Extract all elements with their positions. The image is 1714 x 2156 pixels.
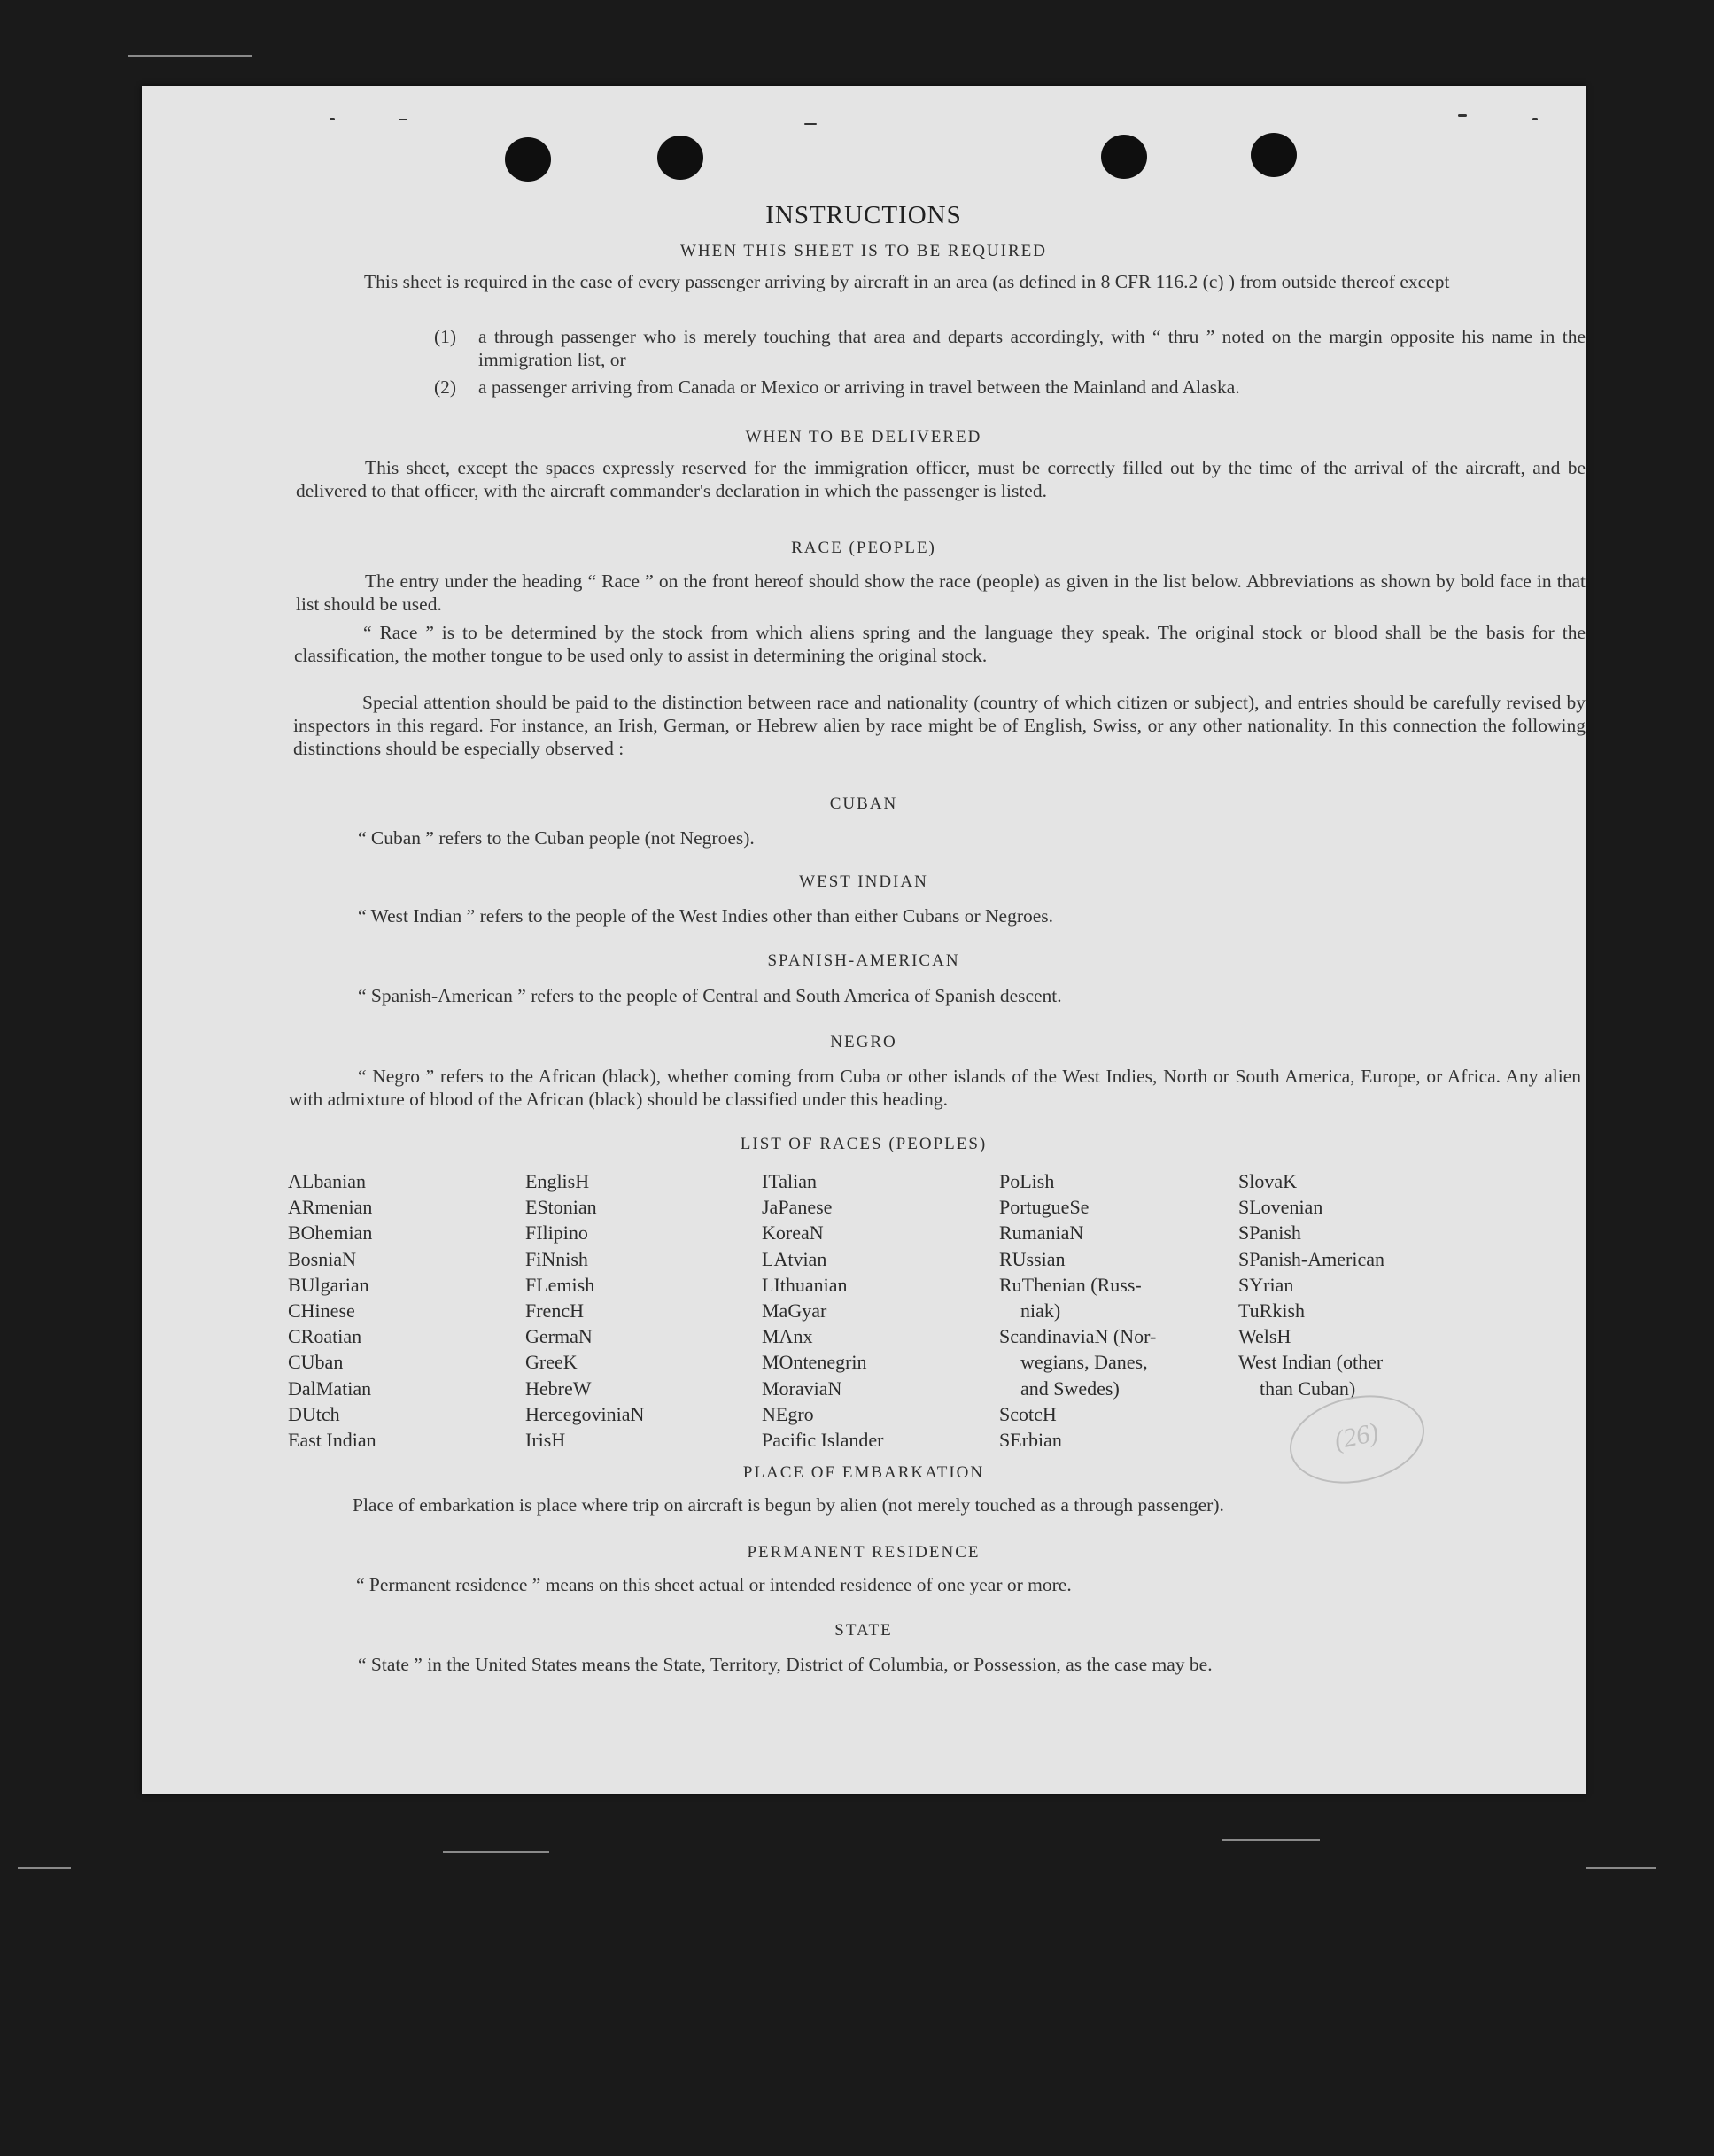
spanish-american-text: “ Spanish-American ” refers to the people of Central and South America of Spanish descent.: [358, 985, 1062, 1006]
race-entry: CHinese: [288, 1299, 355, 1322]
races-column-4: [999, 1168, 1156, 1453]
race-entry: EStonian: [525, 1196, 597, 1219]
race-entry: DalMatian: [288, 1377, 372, 1400]
cuban-text: “ Cuban ” refers to the Cuban people (not Negroes).: [358, 827, 755, 849]
section-heading-race: RACE (PEOPLE): [791, 539, 936, 557]
scan-edge-mark: [18, 1867, 71, 1869]
permanent-residence-text: “ Permanent residence ” means on this sheet actual or intended residence of one year or more.: [356, 1574, 1072, 1595]
race-entry: MAnx: [762, 1325, 813, 1348]
races-column-2: [525, 1168, 644, 1453]
section-heading-when-required: WHEN THIS SHEET IS TO BE REQUIRED: [680, 242, 1047, 260]
race-entry: MoraviaN: [762, 1377, 842, 1400]
race-entry: ScotcH: [999, 1402, 1057, 1425]
embarkation-text: Place of embarkation is place where trip on aircraft is begun by alien (not merely touched as a through passenger).: [353, 1494, 1224, 1516]
race-entry: GreeK: [525, 1351, 578, 1374]
race-paragraph-3: Special attention should be paid to the distinction between race and nationality (country of which citizen or subject), and entries should be carefully revised by inspectors in this regard. For instance, an Irish, German, or Hebrew alien by race might be of English, Swiss, or any other nationality. In this connection the following distinctions should be especially observed :: [293, 692, 1586, 759]
race-entry: RUssian: [999, 1247, 1066, 1270]
race-entry: ALbanian: [288, 1170, 366, 1192]
section-heading-negro: NEGRO: [830, 1033, 897, 1051]
race-paragraph-2: “ Race ” is to be determined by the stock from which aliens spring and the language they speak. The original stock or blood shall be the basis for the classification, the mother tongue to be used only to assist in determining the original stock.: [294, 622, 1586, 666]
race-entry: SPanish-American: [1238, 1247, 1384, 1270]
race-entry: JaPanese: [762, 1196, 833, 1219]
race-entry: ARmenian: [288, 1196, 373, 1219]
race-entry: West Indian (other: [1238, 1351, 1384, 1374]
speck: [330, 118, 335, 120]
race-entry: PoLish: [999, 1170, 1055, 1192]
negro-text: “ Negro ” refers to the African (black), whether coming from Cuba or other islands of the West Indies, North or South America, Europe, or Africa. Any alien with admixture of blood of the African (black) should be classified under this heading.: [289, 1066, 1581, 1110]
race-entry: FrencH: [525, 1299, 584, 1322]
races-column-3: [762, 1168, 883, 1453]
race-entry: LIthuanian: [762, 1273, 848, 1296]
section-heading-list-of-races: LIST OF RACES (PEOPLES): [740, 1135, 988, 1153]
punch-hole: [505, 137, 551, 182]
race-entry: KoreaN: [762, 1221, 824, 1245]
punch-hole: [657, 136, 703, 180]
race-entry: East Indian: [288, 1429, 376, 1452]
race-entry: SYrian: [1238, 1273, 1294, 1296]
speck: [399, 119, 407, 120]
section-heading-permanent-residence: PERMANENT RESIDENCE: [747, 1543, 981, 1562]
race-entry: ScandinaviaN (Nor-: [999, 1325, 1157, 1348]
race-paragraph-1: The entry under the heading “ Race ” on the front hereof should show the race (people) as given in the list below. Abbreviations as shown by bold face in that list should be used.: [296, 570, 1586, 615]
race-entry: Pacific Islander: [762, 1429, 884, 1452]
scan-edge-mark: [128, 55, 252, 57]
race-entry: FLemish: [525, 1273, 595, 1296]
race-entry: LAtvian: [762, 1247, 827, 1270]
page-title: INSTRUCTIONS: [765, 201, 962, 229]
race-entry: EnglisH: [525, 1170, 590, 1192]
race-entry: and Swedes): [1020, 1377, 1120, 1400]
race-entry: FiNnish: [525, 1247, 588, 1270]
item-number: (2): [434, 376, 457, 398]
race-entry: RumaniaN: [999, 1221, 1084, 1245]
race-entry: SPanish: [1238, 1221, 1301, 1245]
section-heading-embarkation: PLACE OF EMBARKATION: [742, 1463, 985, 1482]
race-entry: CUban: [288, 1351, 344, 1374]
race-entry: ITalian: [762, 1170, 817, 1192]
section-heading-cuban: CUBAN: [829, 795, 898, 813]
race-entry: MOntenegrin: [762, 1351, 867, 1374]
race-entry: FIlipino: [525, 1221, 588, 1245]
document-page: [142, 86, 1586, 1794]
race-entry: SlovaK: [1238, 1170, 1297, 1192]
race-entry: GermaN: [525, 1325, 593, 1348]
race-entry: RuThenian (Russ-: [999, 1273, 1142, 1296]
item-number: (1): [434, 326, 457, 347]
race-entry: IrisH: [525, 1429, 566, 1452]
race-entry: PortugueSe: [999, 1196, 1090, 1219]
punch-hole: [1251, 133, 1297, 177]
race-entry: NEgro: [762, 1402, 814, 1425]
race-entry: niak): [1020, 1299, 1061, 1322]
race-entry: than Cuban): [1260, 1377, 1356, 1400]
race-entry: MaGyar: [762, 1299, 827, 1322]
race-entry: TuRkish: [1238, 1299, 1306, 1322]
exception-item-2: a passenger arriving from Canada or Mexico or arriving in travel between the Mainland and Alaska.: [478, 376, 1240, 398]
scan-edge-mark: [443, 1851, 549, 1853]
section-heading-west-indian: WEST INDIAN: [799, 872, 928, 891]
punch-hole: [1101, 135, 1147, 179]
state-text: “ State ” in the United States means the State, Territory, District of Columbia, or Possession, as the case may be.: [358, 1654, 1213, 1675]
races-column-1: [288, 1168, 376, 1453]
scan-edge-mark: [1222, 1839, 1320, 1841]
race-entry: DUtch: [288, 1402, 340, 1425]
section-heading-when-delivered: WHEN TO BE DELIVERED: [745, 428, 982, 446]
scan-edge-mark: [1586, 1867, 1656, 1869]
speck: [804, 123, 817, 125]
race-entry: HebreW: [525, 1377, 592, 1400]
race-entry: SErbian: [999, 1429, 1062, 1452]
race-entry: WelsH: [1238, 1325, 1291, 1348]
race-entry: BosniaN: [288, 1247, 356, 1270]
race-entry: wegians, Danes,: [1020, 1351, 1148, 1374]
exception-item-1: a through passenger who is merely touching that area and departs accordingly, with “ thru ” noted on the margin opposite his name in the immigration list, or: [478, 326, 1586, 370]
race-entry: BOhemian: [288, 1221, 373, 1245]
when-required-intro: This sheet is required in the case of every passenger arriving by aircraft in an area (as defined in 8 CFR 116.2 (c) ) from outside thereof except: [364, 271, 1450, 292]
races-column-5: [1238, 1168, 1384, 1401]
speck: [1532, 118, 1538, 120]
race-entry: HercegoviniaN: [525, 1402, 645, 1425]
race-entry: CRoatian: [288, 1325, 362, 1348]
race-entry: SLovenian: [1238, 1196, 1323, 1219]
race-entry: BUlgarian: [288, 1273, 369, 1296]
handwritten-circle-note: (26): [1282, 1384, 1433, 1495]
west-indian-text: “ West Indian ” refers to the people of the West Indies other than either Cubans or Negroes.: [358, 905, 1054, 927]
section-heading-spanish-american: SPANISH-AMERICAN: [767, 951, 960, 970]
section-heading-state: STATE: [834, 1621, 893, 1640]
when-delivered-text: This sheet, except the spaces expressly reserved for the immigration officer, must be correctly filled out by the time of the arrival of the aircraft, and be delivered to that officer, with the aircraft commander's declaration in which the passenger is listed.: [296, 457, 1586, 501]
speck: [1458, 114, 1467, 117]
